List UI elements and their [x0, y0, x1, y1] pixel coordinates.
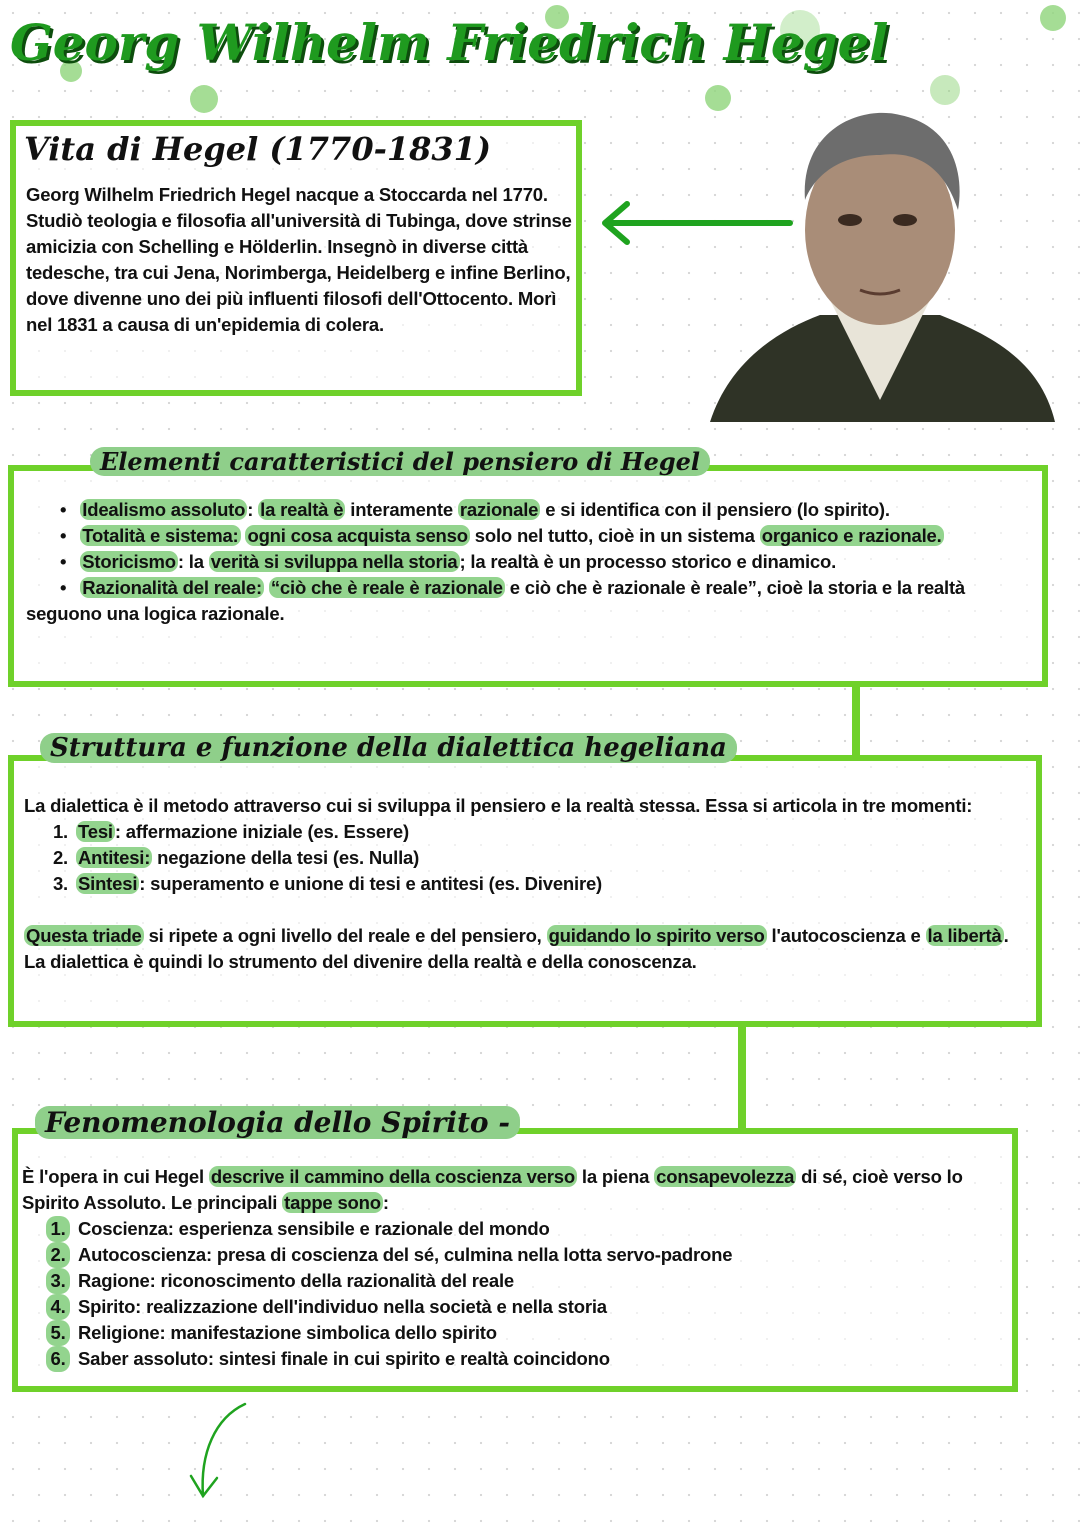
fenomenologia-box: [12, 1128, 1018, 1392]
text-segment: : la: [177, 551, 209, 572]
highlighted-text: la realtà è: [260, 499, 344, 520]
dialettica-heading: Struttura e funzione della dialettica hegeliana: [40, 733, 737, 763]
dialettica-heading-wrap: [40, 733, 737, 763]
bullet-item: [26, 549, 1036, 575]
step-text: Saber assoluto: sintesi finale in cui spirito e realtà coincidono: [78, 1348, 610, 1369]
bullet-item: [26, 523, 1036, 549]
text-segment: l'autocoscienza e: [766, 925, 926, 946]
dialettica-step: [44, 845, 1034, 871]
text-segment: ; la realtà è un processo storico e dinamico.: [459, 551, 837, 572]
step-text: Spirito: realizzazione dell'individuo nella società e nella storia: [78, 1296, 607, 1317]
highlighted-text: Storicismo: [82, 551, 176, 572]
highlighted-text: razionale: [459, 499, 539, 520]
arrow-down-icon: [185, 1398, 255, 1503]
bullet-icon: •: [60, 551, 67, 572]
text-segment: : affermazione iniziale (es. Essere): [114, 821, 409, 842]
highlighted-text: la libertà: [927, 925, 1002, 946]
dialettica-step: [44, 871, 1034, 897]
highlighted-text: consapevolezza: [656, 1166, 795, 1187]
highlighted-text: Tesi: [78, 821, 113, 842]
bullet-icon: •: [60, 499, 67, 520]
text-segment: e si identifica con il pensiero (lo spirito).: [540, 499, 890, 520]
step-text: Autocoscienza: presa di coscienza del sé, culmina nella lotta servo-padrone: [78, 1244, 733, 1265]
step-text: [76, 871, 602, 897]
bullet-item: [26, 497, 1036, 523]
text-segment: la piena: [576, 1166, 655, 1187]
fenomenologia-step: [46, 1216, 1017, 1242]
vita-box: [10, 120, 582, 396]
highlighted-text: tappe sono: [284, 1192, 381, 1213]
highlighted-text: Questa triade: [26, 925, 142, 946]
fenomenologia-step: [46, 1268, 1017, 1294]
fenomenologia-step: [46, 1346, 1017, 1372]
text-segment: :: [247, 499, 259, 520]
step-number: 5.: [46, 1320, 70, 1346]
highlighted-text: “ciò che è reale è razionale: [270, 577, 503, 598]
connector-line: [852, 685, 860, 760]
fenomenologia-heading-wrap: [35, 1106, 520, 1139]
step-text: [76, 819, 409, 845]
highlighted-text: Antitesi:: [78, 847, 151, 868]
highlighted-text: descrive il cammino della coscienza verso: [210, 1166, 575, 1187]
step-text: Coscienza: esperienza sensibile e razionale del mondo: [78, 1218, 550, 1239]
bullet-icon: •: [60, 525, 67, 546]
step-text: [76, 845, 419, 871]
text-segment: solo nel tutto, cioè in un sistema: [469, 525, 760, 546]
text-segment: : superamento e unione di tesi e antitesi (es. Divenire): [139, 873, 602, 894]
highlighted-text: Razionalità del reale:: [82, 577, 262, 598]
hegel-portrait: [700, 100, 1060, 422]
elementi-box: [8, 465, 1048, 687]
highlighted-text: organico e razionale.: [761, 525, 942, 546]
fenomenologia-step: [46, 1242, 1017, 1268]
highlighted-text: Idealismo assoluto: [82, 499, 246, 520]
bullet-icon: •: [60, 577, 67, 598]
step-text: Religione: manifestazione simbolica dello spirito: [78, 1322, 497, 1343]
elementi-heading-wrap: [90, 447, 710, 476]
step-number: 2.: [46, 1242, 70, 1268]
dialettica-outro: [24, 923, 1034, 975]
text-segment: di sé, cioè verso lo Spirito Assoluto. Le principali: [22, 1166, 963, 1213]
step-number: 3.: [46, 1268, 70, 1294]
highlighted-text: Sintesi: [78, 873, 138, 894]
step-number: 1.: [52, 821, 68, 842]
bullet-item: [26, 575, 1036, 627]
fenomenologia-step: [46, 1320, 1017, 1346]
highlighted-text: guidando lo spirito verso: [548, 925, 765, 946]
page-title: Georg Wilhelm Friedrich Hegel: [10, 13, 889, 72]
step-text: Ragione: riconoscimento della razionalità del reale: [78, 1270, 514, 1291]
fenomenologia-content: [22, 1164, 1017, 1372]
step-number: 3.: [52, 873, 68, 894]
vita-text: Georg Wilhelm Friedrich Hegel nacque a Stoccarda nel 1770. Studiò teologia e filosofia all'università di Tubinga, dove strinse amicizia con Schelling e Hölderlin. Insegnò in diverse città tedesche, tra cui Jena, Norimberga, Heidelberg e infine Berlino, dove divenne uno dei più influenti filosofi dell'Ottocento. Morì nel 1831 a causa di un'epidemia di colera.: [26, 184, 572, 335]
dialettica-content: [24, 793, 1034, 975]
elementi-list: [26, 497, 1036, 627]
text-segment: È l'opera in cui Hegel: [22, 1166, 209, 1187]
highlighted-text: Totalità e sistema:: [82, 525, 239, 546]
elementi-heading: Elementi caratteristici del pensiero di Hegel: [90, 447, 710, 476]
decor-dot: [190, 85, 218, 113]
fenomenologia-intro: [22, 1164, 1017, 1216]
step-number: 4.: [46, 1294, 70, 1320]
dialettica-step: [44, 819, 1034, 845]
text-segment: . La dialettica è quindi lo strumento del divenire della realtà e della conoscenza.: [24, 925, 1009, 972]
highlighted-text: verità si sviluppa nella storia: [210, 551, 458, 572]
text-segment: e ciò che è razionale è reale”, cioè la storia e la realtà seguono una logica razionale.: [26, 577, 966, 624]
connector-line: [738, 1025, 746, 1133]
fenomenologia-heading: Fenomenologia dello Spirito -: [35, 1106, 520, 1139]
text-segment: negazione della tesi (es. Nulla): [152, 847, 420, 868]
vita-heading: Vita di Hegel (1770-1831): [24, 130, 492, 168]
dialettica-box: [8, 755, 1042, 1027]
text-segment: interamente: [345, 499, 458, 520]
step-number: 6.: [46, 1346, 70, 1372]
highlighted-text: ogni cosa acquista senso: [247, 525, 468, 546]
fenomenologia-step: [46, 1294, 1017, 1320]
text-segment: :: [382, 1192, 389, 1213]
text-segment: si ripete a ogni livello del reale e del pensiero,: [143, 925, 547, 946]
dialettica-intro: La dialettica è il metodo attraverso cui si sviluppa il pensiero e la realtà stessa. Essa si articola in tre momenti:: [24, 795, 973, 816]
step-number: 1.: [46, 1216, 70, 1242]
step-number: 2.: [52, 847, 68, 868]
